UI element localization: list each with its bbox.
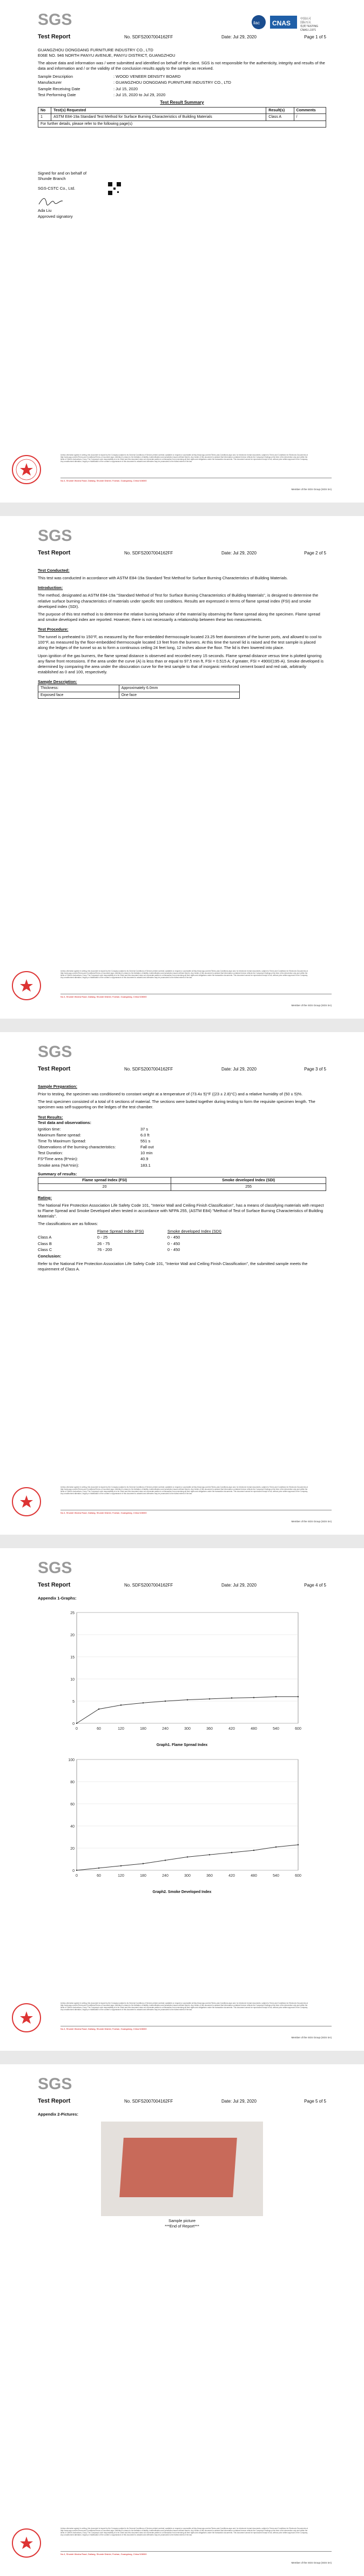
obs-value: 551 s — [140, 1139, 151, 1143]
photo-caption: Sample picture — [168, 2218, 196, 2224]
x-tick-label: 60 — [97, 1874, 101, 1878]
table-cell: Approximately 6.0mm — [119, 685, 239, 692]
svg-text:SGS: SGS — [38, 1043, 72, 1060]
y-tick-label: 20 — [70, 1634, 75, 1638]
signed-label: Signed for and on behalf of — [38, 171, 87, 176]
graph-caption: Graph2. Smoke Developed Index — [152, 1890, 212, 1894]
paragraph: The National Fire Protection Association Life Safety Code 101, "Interior Wall and Ceiling Finish Classification", has a means of classifying materials with respect to Flame Spread and Smoke Developed when tested in accordance with NFPA 255, (ASTM E84) "Method of Test of Surface Burning Characteristics of Building Materials". — [38, 1202, 324, 1219]
data-point — [298, 1696, 299, 1697]
obs-label: Ignition time: — [38, 1126, 61, 1132]
sgs-logo — [38, 1042, 76, 1060]
table-cell: Thickness: — [38, 685, 119, 692]
report-date: Date: Jul 29, 2020 — [221, 1583, 257, 1588]
obs-label: Test Duration: — [38, 1150, 63, 1156]
report-title: Test Report — [38, 2098, 71, 2104]
section-heading: Introduction: — [38, 585, 63, 591]
data-point — [98, 1709, 99, 1710]
obs-label: Smoke area (%A*min): — [38, 1162, 79, 1168]
sgs-logo — [38, 2074, 76, 2092]
obs-value: 37 s — [140, 1126, 149, 1132]
report-number: No. SDFS2007004162FF — [124, 1583, 173, 1588]
plot-area — [77, 1759, 298, 1870]
page-footer — [0, 970, 364, 1007]
paragraph: This test was conducted in accordance with ASTM E84-19a Standard Test Method for Surface Burning Characteristics of Building Materials. — [38, 576, 288, 581]
table-header: Flame spread Index (FSI) — [38, 1177, 171, 1183]
sgs-logo — [38, 10, 76, 28]
section-heading: Test Procedure: — [38, 627, 69, 632]
sgs-logo — [38, 1558, 76, 1576]
report-title: Test Report — [38, 1066, 71, 1072]
report-date: Date: Jul 29, 2020 — [221, 1067, 257, 1072]
report-date: Date: Jul 29, 2020 — [221, 551, 257, 556]
terms-fine-print: Unless otherwise agreed in writing, this document is issued by the Company subject to its General Conditions of Service printed overleaf, available on request or accessible at http://www.sgs.com/en/Terms-and-Conditions.aspx and, for electronic format documents, subject to Terms and Conditions for Electronic Documents at http://www.sgs.com/en/Terms-and-Conditions/Terms-e-Document.aspx. Attention is drawn to the limitation of liability, indemnification and jurisdiction issues defined therein. Any holder of this document is advised that information contained hereon reflects the Company's findings at the time of its intervention only and within the limits of Client's instructions, if any. The Company's sole responsibility is to its Client and this document does not exonerate parties to a transaction from exercising all their rights and obligations under the transaction documents. This document cannot be reproduced except in full, without prior written approval of the Company. Any unauthorized alteration, forgery or falsification of the content or appearance of this document is unlawful and offenders may be prosecuted to the fullest extent of the law. — [60, 454, 308, 463]
summary-table — [38, 107, 326, 128]
x-tick-label: 360 — [206, 1874, 213, 1878]
svg-text:SGS: SGS — [38, 2075, 72, 2092]
results-summary-table — [38, 1177, 326, 1191]
table-header: Comments — [294, 107, 326, 113]
table-header: No — [38, 107, 51, 113]
field-value: : GUANGZHOU DONGDANG FURNITURE INDUSTRY CO., LTD — [113, 79, 231, 85]
branch-address — [60, 478, 332, 482]
svg-text:SGS: SGS — [38, 1559, 72, 1576]
branch-address — [60, 994, 332, 998]
svg-text:检测 TESTING: 检测 TESTING — [300, 25, 319, 28]
field-label: Test Performing Date — [38, 92, 76, 97]
class-cell: Class A — [38, 1235, 52, 1240]
paragraph: The tunnel is preheated to 150°F, as measured by the floor-embedded thermocouple located 23.25 feet downstream of the burner ports, and allowed to cool to 100°F, as measured by the floor-embedded thermocouple located 13 feet from the burners. At this time the tunnel lid is raised and the test sample is placed along the ledges of the tunnel so as to form a continuous ceiling 24 feet long, 12 inches above the floor. The lid is then lowered into place. — [38, 634, 322, 651]
x-tick-label: 0 — [76, 1727, 78, 1731]
data-point — [231, 1697, 232, 1698]
page-number: Page 2 of 5 — [304, 551, 326, 556]
data-point — [275, 1696, 277, 1697]
page-number: Page 3 of 5 — [304, 1067, 326, 1072]
signed-company: SGS-CSTC Co., Ltd. — [38, 186, 76, 191]
signature-block — [38, 171, 326, 219]
y-tick-label: 0 — [72, 1722, 75, 1727]
section-heading: Rating: — [38, 1195, 52, 1200]
report-page-4 — [0, 1548, 364, 2051]
table-cell: 20 — [38, 1184, 171, 1190]
page-1-content — [38, 48, 326, 219]
table-row — [38, 685, 240, 692]
data-point — [209, 1698, 210, 1700]
field-label: Sample Description — [38, 73, 73, 79]
sample-desc-table — [38, 685, 240, 699]
sgs-logo — [38, 526, 76, 544]
report-number: No. SDFS2007004162FF — [124, 35, 173, 39]
field-value: : Jul 15, 2020 — [113, 86, 138, 91]
obs-value: 40.9 — [140, 1156, 149, 1162]
page-footer — [0, 2002, 364, 2039]
subheading: Summary of results: — [38, 1171, 77, 1176]
svg-text:CNAS: CNAS — [272, 19, 291, 27]
data-point — [76, 1869, 77, 1870]
data-point — [165, 1859, 166, 1861]
field-value: : Jul 15, 2020 to Jul 29, 2020 — [113, 92, 166, 97]
field-label: Sample Receiving Date — [38, 86, 80, 91]
terms-fine-print: Unless otherwise agreed in writing, this document is issued by the Company subject to its General Conditions of Service printed overleaf, available on request or accessible at http://www.sgs.com/en/Terms-and-Conditions.aspx and, for electronic format documents, subject to Terms and Conditions for Electronic Documents at http://www.sgs.com/en/Terms-and-Conditions/Terms-e-Document.aspx. Attention is drawn to the limitation of liability, indemnification and jurisdiction issues defined therein. Any holder of this document is advised that information contained hereon reflects the Company's findings at the time of its intervention only and within the limits of Client's instructions, if any. The Company's sole responsibility is to its Client and this document does not exonerate parties to a transaction from exercising all their rights and obligations under the transaction documents. This document cannot be reproduced except in full, without prior written approval of the Company. Any unauthorized alteration, forgery or falsification of the content or appearance of this document is unlawful and offenders may be prosecuted to the fullest extent of the law. — [60, 2002, 308, 2011]
obs-value: 10 min — [140, 1150, 153, 1156]
x-tick-label: 360 — [206, 1727, 213, 1731]
x-tick-label: 540 — [273, 1874, 279, 1878]
class-cell: 0 - 25 — [97, 1235, 108, 1240]
class-header — [38, 1229, 97, 1234]
report-page-2 — [0, 516, 364, 1019]
obs-value: 183.1 — [140, 1162, 151, 1168]
report-number: No. SDFS2007004162FF — [124, 1067, 173, 1072]
member-line: Member of the SGS Group (SGS SA) — [291, 2561, 332, 2564]
report-number: No. SDFS2007004162FF — [124, 2099, 173, 2104]
class-cell: 76 - 200 — [97, 1247, 112, 1252]
terms-fine-print: Unless otherwise agreed in writing, this document is issued by the Company subject to its General Conditions of Service printed overleaf, available on request or accessible at http://www.sgs.com/en/Terms-and-Conditions.aspx and, for electronic format documents, subject to Terms and Conditions for Electronic Documents at http://www.sgs.com/en/Terms-and-Conditions/Terms-e-Document.aspx. Attention is drawn to the limitation of liability, indemnification and jurisdiction issues defined therein. Any holder of this document is advised that information contained hereon reflects the Company's findings at the time of its intervention only and within the limits of Client's instructions, if any. The Company's sole responsibility is to its Client and this document does not exonerate parties to a transaction from exercising all their rights and obligations under the transaction documents. This document cannot be reproduced except in full, without prior written approval of the Company. Any unauthorized alteration, forgery or falsification of the content or appearance of this document is unlawful and offenders may be prosecuted to the fullest extent of the law. — [60, 970, 308, 979]
official-seal-icon — [11, 1486, 42, 1517]
y-tick-label: 40 — [70, 1824, 75, 1829]
address-text: No.4, Shunde Wusha Road, Daliang, Shunde District, Foshan, Guangdong, China 528300 — [60, 995, 147, 998]
x-tick-label: 300 — [184, 1727, 191, 1731]
branch-address — [60, 2026, 332, 2030]
paragraph: The method, designated as ASTM E84-19a "Standard Method of Test for Surface Burning Characteristics of Building Materials", is designed to determine the relative surface burning characteristics of materials under specific test conditions. Results are expressed in terms of flame spread index (FSI) and smoke developed index (SDI). — [38, 593, 319, 609]
signatory-name: Ada Liu — [38, 208, 52, 213]
terms-fine-print: Unless otherwise agreed in writing, this document is issued by the Company subject to its General Conditions of Service printed overleaf, available on request or accessible at http://www.sgs.com/en/Terms-and-Conditions.aspx and, for electronic format documents, subject to Terms and Conditions for Electronic Documents at http://www.sgs.com/en/Terms-and-Conditions/Terms-e-Document.aspx. Attention is drawn to the limitation of liability, indemnification and jurisdiction issues defined therein. Any holder of this document is advised that information contained hereon reflects the Company's findings at the time of its intervention only and within the limits of Client's instructions, if any. The Company's sole responsibility is to its Client and this document does not exonerate parties to a transaction from exercising all their rights and obligations under the transaction documents. This document cannot be reproduced except in full, without prior written approval of the Company. Any unauthorized alteration, forgery or falsification of the content or appearance of this document is unlawful and offenders may be prosecuted to the fullest extent of the law. — [60, 2527, 308, 2537]
report-page-1 — [0, 0, 364, 503]
x-tick-label: 540 — [273, 1727, 279, 1731]
x-tick-label: 600 — [295, 1874, 301, 1878]
page-4-content — [38, 1596, 326, 1895]
class-cell: Class C — [38, 1247, 52, 1252]
branch-address — [60, 1510, 332, 1514]
svg-text:CNAS L1971: CNAS L1971 — [300, 29, 316, 32]
client-notice: The above data and information was / were submitted and identified on behalf of the client. SGS is not responsible for the authenticity, integrity and results of the data and information and / or the validity of the conclusion results apply to the sample as received. — [38, 61, 325, 71]
page-footer — [0, 1486, 364, 1523]
obs-label: Observations of the burning characteristics: — [38, 1145, 116, 1150]
table-cell: 1 — [38, 114, 51, 121]
x-tick-label: 420 — [228, 1727, 235, 1731]
x-tick-label: 300 — [184, 1874, 191, 1878]
report-page-3 — [0, 1032, 364, 1535]
member-line: Member of the SGS Group (SGS SA) — [291, 1520, 332, 1523]
qr-code-icon — [107, 182, 122, 196]
signed-branch: Shunde Branch — [38, 176, 66, 182]
obs-label: Maximum flame spread: — [38, 1132, 82, 1138]
field-label: Manufacturer — [38, 79, 62, 85]
table-cell: 255 — [171, 1184, 326, 1190]
section-heading: Sample Preparation: — [38, 1084, 77, 1089]
table-cell: ASTM E84-19a Standard Test Method for Surface Burning Characteristics of Building Materials — [51, 114, 266, 121]
class-header: Flame Spread Index (FSI) — [97, 1229, 144, 1234]
class-cell: 0 - 450 — [167, 1247, 180, 1252]
sample-board-image — [119, 2138, 237, 2197]
page-2-content — [38, 564, 326, 699]
x-tick-label: 600 — [295, 1727, 301, 1731]
x-tick-label: 240 — [162, 1874, 168, 1878]
dates-info — [38, 86, 326, 98]
applicant-address: E06E NO. 946 NORTH PANYU AVENUE, PANYU DISTRICT, GUANGZHOU — [38, 53, 176, 58]
svg-text:ilac: ilac — [253, 21, 260, 25]
official-seal-icon — [11, 2002, 42, 2033]
y-tick-label: 80 — [70, 1780, 75, 1784]
x-tick-label: 180 — [140, 1874, 146, 1878]
appendix-title: Appendix 1-Graphs: — [38, 1596, 77, 1601]
data-point — [98, 1867, 99, 1868]
section-heading: Test Results: — [38, 1114, 63, 1120]
data-point — [231, 1852, 232, 1853]
table-row — [38, 1184, 326, 1190]
address-text: No.4, Shunde Wusha Road, Daliang, Shunde District, Foshan, Guangdong, China 528300 — [60, 2553, 147, 2555]
member-line: Member of the SGS Group (SGS SA) — [291, 2036, 332, 2039]
smoke-developed-chart — [55, 1751, 309, 1886]
section-heading: Test Conducted: — [38, 568, 70, 573]
class-cell: 0 - 450 — [167, 1241, 180, 1246]
page-5-content — [38, 2112, 326, 2229]
table-row — [38, 114, 326, 121]
paragraph: The purpose of this test method is to determine the relative burning behavior of the material by observing the flame spread along the specimen. Flame spread and smoke developed index are reported. However, there is not necessarily a relationship between these two measurements. — [38, 611, 320, 622]
paragraph: Upon ignition of the gas burners, the flame spread distance is observed and recorded every 15 seconds. Flame spread distance versus time is plotted ignoring any flame front recessions. If the area under the curve (A) is less than or equal to 97.5 min ft, FSI = 0.515 A; if greater, FSI = 4900/(195-A). Smoke developed is determined by comparing the area under the obscuration curve for the test sample to that of inorganic reinforced cement board and red oak, arbitrarily established as 0 and 100, respectively. — [38, 653, 324, 674]
subheading: Test data and observations: — [38, 1120, 92, 1125]
data-point — [275, 1846, 277, 1847]
subheading: Conclusion: — [38, 1253, 62, 1259]
section-heading: Sample Description: — [38, 679, 77, 684]
class-cell: 26 - 75 — [97, 1241, 110, 1246]
report-title: Test Report — [38, 550, 71, 556]
obs-value: 6.0 ft — [140, 1132, 150, 1138]
svg-text:国际互认: 国际互认 — [300, 21, 312, 24]
y-tick-label: 10 — [70, 1678, 75, 1682]
y-tick-label: 25 — [70, 1611, 75, 1616]
obs-label: FS*Time area (ft*min): — [38, 1156, 78, 1162]
page-number: Page 1 of 5 — [304, 35, 326, 39]
obs-value: Fall out — [140, 1145, 154, 1150]
data-point — [120, 1704, 122, 1705]
paragraph: The classifications are as follows: — [38, 1221, 98, 1227]
obs-label: Time To Maximum Spread: — [38, 1139, 86, 1143]
applicant-name: GUANGZHOU DONGDANG FURNITURE INDUSTRY CO., LTD — [38, 48, 153, 52]
plot-area — [77, 1612, 298, 1723]
x-tick-label: 420 — [228, 1874, 235, 1878]
page-number: Page 4 of 5 — [304, 1583, 326, 1588]
member-line: Member of the SGS Group (SGS SA) — [291, 488, 332, 491]
data-point — [253, 1697, 254, 1698]
x-tick-label: 480 — [251, 1727, 257, 1731]
y-tick-label: 15 — [70, 1656, 75, 1660]
class-header: Smoke developed Index (SDI) — [167, 1229, 222, 1234]
graph-caption: Graph1. Flame Spread Index — [156, 1743, 208, 1748]
class-cell: Class B — [38, 1241, 52, 1246]
report-page-5 — [0, 2064, 364, 2576]
svg-text:中国认可: 中国认可 — [300, 17, 312, 21]
svg-text:SGS: SGS — [38, 527, 72, 544]
classification-list — [38, 1229, 326, 1253]
y-tick-label: 20 — [70, 1846, 75, 1851]
end-of-report: ***End of Report*** — [165, 2224, 199, 2229]
member-line: Member of the SGS Group (SGS SA) — [291, 1004, 332, 1007]
paragraph: The test specimen consisted of a total of 6 sections of material. The sections were butted together during testing to form the requisite specimen length. The specimen was self-supporting on the ledges of the test chamber. — [38, 1099, 315, 1110]
y-tick-label: 0 — [72, 1869, 75, 1873]
y-tick-label: 60 — [70, 1802, 75, 1806]
table-cell: Class A — [266, 114, 294, 121]
x-tick-label: 240 — [162, 1727, 168, 1731]
report-date: Date: Jul 29, 2020 — [221, 35, 257, 39]
x-tick-label: 120 — [118, 1727, 124, 1731]
page-3-content — [38, 1080, 326, 1274]
svg-text:SGS: SGS — [38, 11, 72, 28]
paragraph: Refer to the National Fire Protection Association Life Safety Code 101, "Interior Wall and Ceiling Finish Classification", the submitted sample meets the requirement of Class A. — [38, 1261, 308, 1272]
summary-title: Test Result Summary — [160, 100, 204, 105]
data-point — [253, 1849, 254, 1850]
data-point — [143, 1702, 144, 1703]
table-cell: Exposed face — [38, 692, 119, 698]
report-title: Test Report — [38, 34, 71, 40]
official-seal-icon — [11, 970, 42, 1001]
field-value: : WOOD VENEER DENSITY BOARD — [113, 73, 181, 79]
table-header: Test(s) Requested — [51, 107, 266, 113]
table-note: For further details, please refer to the following page(s) — [38, 121, 326, 127]
data-point — [298, 1844, 299, 1845]
data-point — [187, 1856, 188, 1857]
official-seal-icon — [11, 454, 42, 485]
report-date: Date: Jul 29, 2020 — [221, 2099, 257, 2104]
x-tick-label: 120 — [118, 1874, 124, 1878]
accreditation-marks-icon — [251, 14, 332, 32]
data-point — [165, 1701, 166, 1702]
report-number: No. SDFS2007004162FF — [124, 551, 173, 556]
branch-address — [60, 2551, 332, 2555]
signatory-title: Approved signatory — [38, 213, 73, 219]
table-header: Result(s) — [266, 107, 294, 113]
address-text: No.4, Shunde Wusha Road, Daliang, Shunde District, Foshan, Guangdong, China 528300 — [60, 479, 147, 482]
x-tick-label: 180 — [140, 1727, 146, 1731]
data-point — [120, 1865, 122, 1866]
data-point — [76, 1723, 77, 1724]
data-point — [187, 1699, 188, 1700]
signature-icon — [38, 196, 70, 206]
table-cell: / — [294, 114, 326, 121]
appendix-title: Appendix 2-Pictures: — [38, 2112, 79, 2117]
y-tick-label: 5 — [72, 1700, 75, 1704]
report-title: Test Report — [38, 1582, 71, 1588]
sample-info — [38, 74, 326, 85]
address-text: No.4, Shunde Wusha Road, Daliang, Shunde District, Foshan, Guangdong, China 528300 — [60, 1511, 147, 1514]
table-cell: One face — [119, 692, 239, 698]
sample-photo — [101, 2122, 263, 2216]
address-text: No.4, Shunde Wusha Road, Daliang, Shunde District, Foshan, Guangdong, China 528300 — [60, 2028, 147, 2030]
page-footer — [0, 2527, 364, 2564]
paragraph: Prior to testing, the specimen was conditioned to constant weight at a temperature of (73.4± 5)°F ((23 ± 2.8)°C) and a relative humidity of (50 ± 5)%. — [38, 1092, 303, 1097]
class-cell: 0 - 450 — [167, 1235, 180, 1240]
table-header: Smoke developed Index (SDI) — [171, 1177, 326, 1183]
x-tick-label: 60 — [97, 1727, 101, 1731]
table-row — [38, 692, 240, 698]
observations-list — [38, 1127, 326, 1168]
official-seal-icon — [11, 2527, 42, 2559]
page-footer — [0, 454, 364, 491]
data-point — [143, 1863, 144, 1864]
terms-fine-print: Unless otherwise agreed in writing, this document is issued by the Company subject to its General Conditions of Service printed overleaf, available on request or accessible at http://www.sgs.com/en/Terms-and-Conditions.aspx and, for electronic format documents, subject to Terms and Conditions for Electronic Documents at http://www.sgs.com/en/Terms-and-Conditions/Terms-e-Document.aspx. Attention is drawn to the limitation of liability, indemnification and jurisdiction issues defined therein. Any holder of this document is advised that information contained hereon reflects the Company's findings at the time of its intervention only and within the limits of Client's instructions, if any. The Company's sole responsibility is to its Client and this document does not exonerate parties to a transaction from exercising all their rights and obligations under the transaction documents. This document cannot be reproduced except in full, without prior written approval of the Company. Any unauthorized alteration, forgery or falsification of the content or appearance of this document is unlawful and offenders may be prosecuted to the fullest extent of the law. — [60, 1486, 308, 1495]
x-tick-label: 0 — [76, 1874, 78, 1878]
y-tick-label: 100 — [68, 1758, 75, 1762]
page-number: Page 5 of 5 — [304, 2099, 326, 2104]
x-tick-label: 480 — [251, 1874, 257, 1878]
data-point — [209, 1854, 210, 1855]
flame-spread-chart — [55, 1604, 309, 1739]
